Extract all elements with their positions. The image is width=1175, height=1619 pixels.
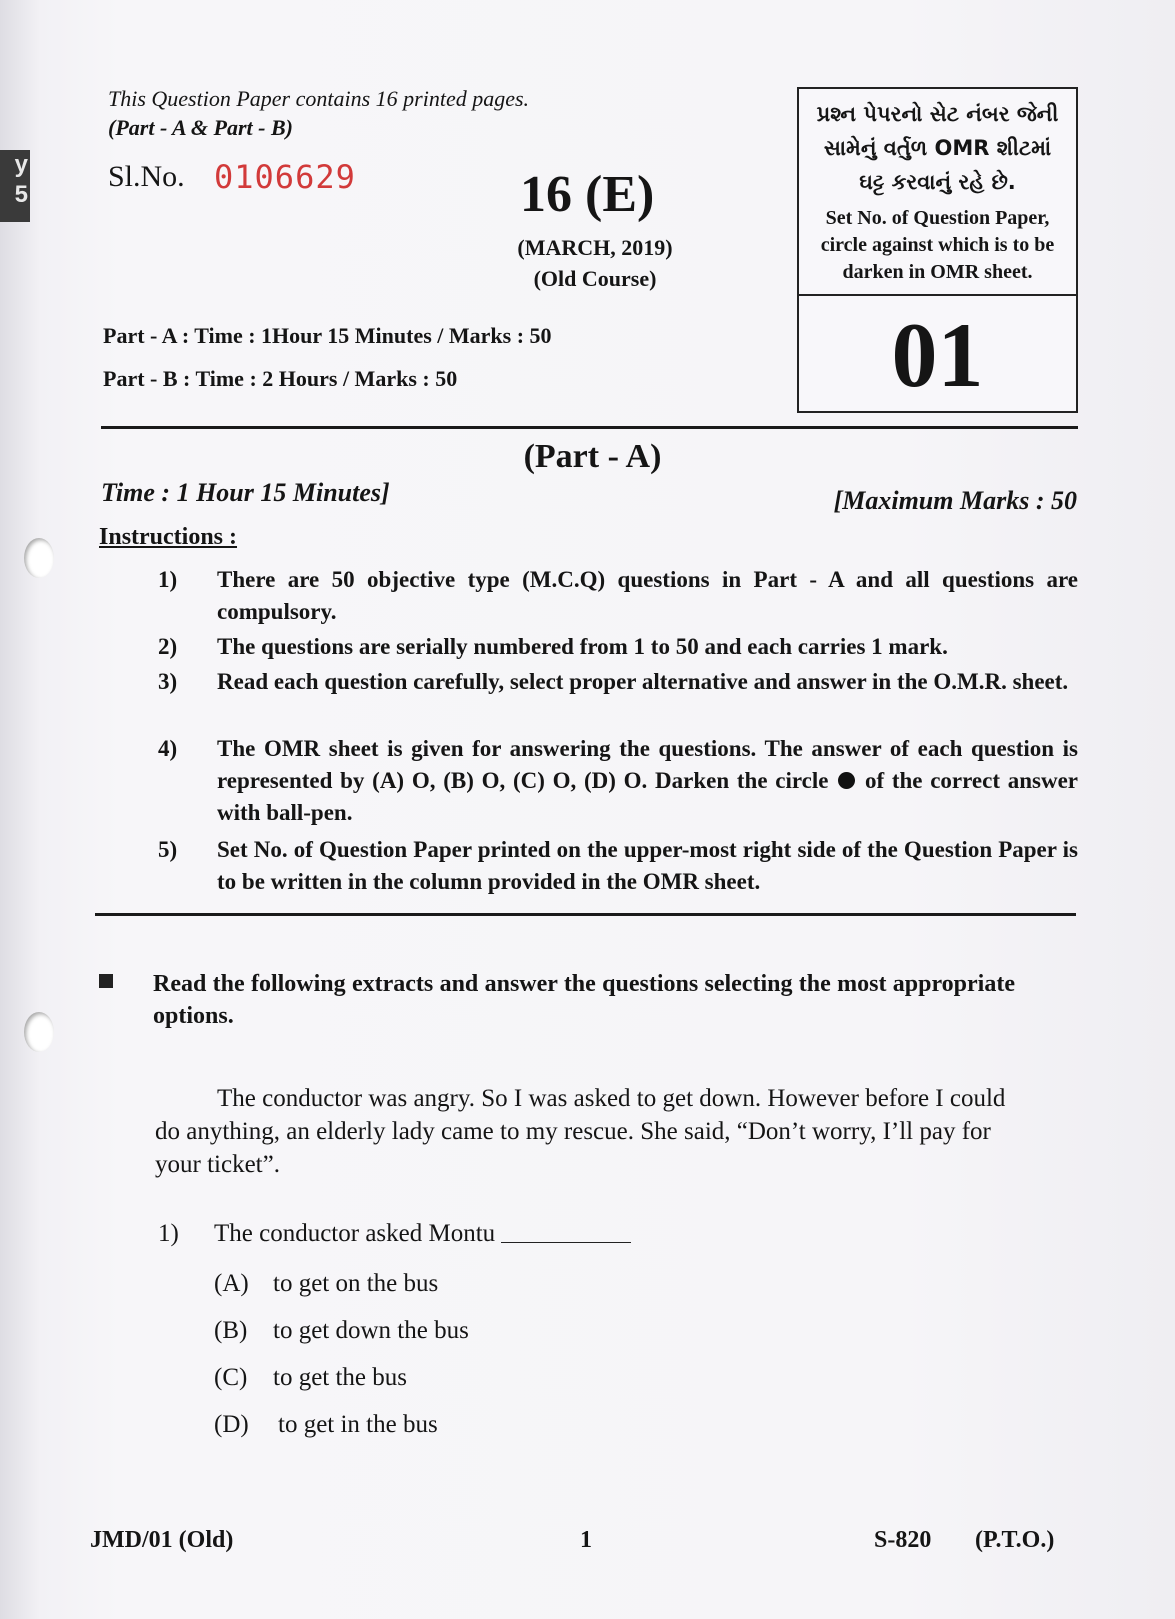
instruction-text: Read each question carefully, select proper alternative and answer in the O.M.R. sheet. (217, 669, 1069, 694)
gujarati-line: સામેનું વર્તુળ OMR શીટમાં (823, 136, 1052, 160)
part-a-title: (Part - A) (523, 438, 662, 475)
english-line: circle against which is to be (820, 234, 1055, 256)
question-stem (214, 1220, 631, 1248)
instruction-number: 5) (158, 837, 178, 862)
option-label: (D) (214, 1411, 249, 1438)
english-line: darken in OMR sheet. (842, 261, 1033, 283)
gujarati-line: ઘટ્ટ કરવાનું રહે છે. (859, 170, 1016, 194)
option-text: to get down the bus (273, 1317, 469, 1344)
filled-circle-icon (838, 772, 855, 789)
paper-code: 16 (E) (520, 166, 655, 223)
footer-paper-id: JMD/01 (Old) (90, 1527, 234, 1553)
extract-passage: The conductor was angry. So I was asked to get down. However before I could do anything, an elderly lady came to my rescue. She said, “Don’t worry, I’ll pay for your ticket”. (155, 1085, 1006, 1178)
set-number: 01 (891, 304, 984, 406)
footer-code: S-820 (874, 1527, 932, 1553)
header-notes (108, 84, 529, 142)
option-label: (B) (214, 1317, 248, 1344)
instruction-number: 1) (158, 567, 178, 592)
serial-number-value: 0106629 (214, 158, 356, 196)
part-a-max-marks: [Maximum Marks : 50 (833, 486, 1077, 515)
instruction-text: Set No. of Question Paper printed on the upper-most right side of the Question Paper is to be written in the column provided in the OMR sheet. (217, 837, 1078, 894)
edge-tab (0, 150, 30, 222)
pages-note: This Question Paper contains 16 printed pages. (108, 86, 530, 111)
punch-hole (24, 1012, 54, 1052)
divider-line (95, 913, 1076, 916)
option-text: to get on the bus (273, 1270, 439, 1297)
part-b-info: Part - B : Time : 2 Hours / Marks : 50 (103, 366, 458, 391)
instruction-number: 4) (158, 736, 178, 761)
extract-instruction: Read the following extracts and answer the questions selecting the most appropriate options. (153, 971, 1015, 1029)
english-instruction (799, 199, 1076, 286)
serial-number-label: Sl.No. (108, 160, 185, 193)
question-number: 1) (158, 1220, 179, 1247)
parts-note: (Part - A & Part - B) (108, 115, 293, 140)
gujarati-line: પ્રશ્ન પેપરનો સેટ નંબર જેની (816, 102, 1059, 126)
instruction-text: There are 50 objective type (M.C.Q) questions in Part - A and all questions are compulsory. (217, 567, 1078, 624)
exam-session (500, 232, 690, 294)
english-line: Set No. of Question Paper, (825, 207, 1050, 229)
edge-tab-char: 5 (14, 181, 28, 208)
option-label: (C) (214, 1364, 248, 1391)
instruction-text-before: The OMR sheet is given for answering the questions. The answer of each question is represented by (A) O, (B) O, (C) O, (D) O. Darken the circle (217, 736, 1078, 793)
part-a-info: Part - A : Time : 1Hour 15 Minutes / Marks : 50 (103, 323, 552, 348)
bullet-square-icon (99, 974, 113, 988)
instructions-heading: Instructions : (99, 524, 238, 550)
instruction-number: 3) (158, 669, 178, 694)
course-type: (Old Course) (533, 266, 657, 291)
exam-month: (MARCH, 2019) (517, 235, 673, 260)
set-number-box (797, 87, 1078, 413)
divider-line (101, 426, 1078, 429)
page-number: 1 (580, 1527, 592, 1553)
answer-blank (501, 1220, 631, 1243)
question-text: The conductor asked Montu (214, 1220, 496, 1247)
option-text: to get the bus (273, 1364, 408, 1391)
instruction-text-after: of the correct answer with ball-pen. (217, 768, 1079, 825)
instruction-text (217, 733, 1078, 829)
instruction-item (158, 733, 1078, 829)
gujarati-instruction (799, 89, 1076, 199)
part-a-time: Time : 1 Hour 15 Minutes] (101, 478, 390, 507)
set-number-instructions (799, 89, 1076, 296)
option-text: to get in the bus (278, 1411, 438, 1438)
instruction-number: 2) (158, 634, 178, 659)
instruction-item (158, 834, 1078, 898)
instruction-text: The questions are serially numbered from 1 to 50 and each carries 1 mark. (217, 634, 948, 659)
instruction-item (158, 666, 1078, 698)
punch-hole (24, 538, 54, 578)
instruction-item (158, 631, 1078, 663)
instruction-item (158, 564, 1078, 628)
footer-pto: (P.T.O.) (975, 1527, 1055, 1553)
option-label: (A) (214, 1270, 249, 1297)
edge-tab-char: y (14, 151, 28, 178)
